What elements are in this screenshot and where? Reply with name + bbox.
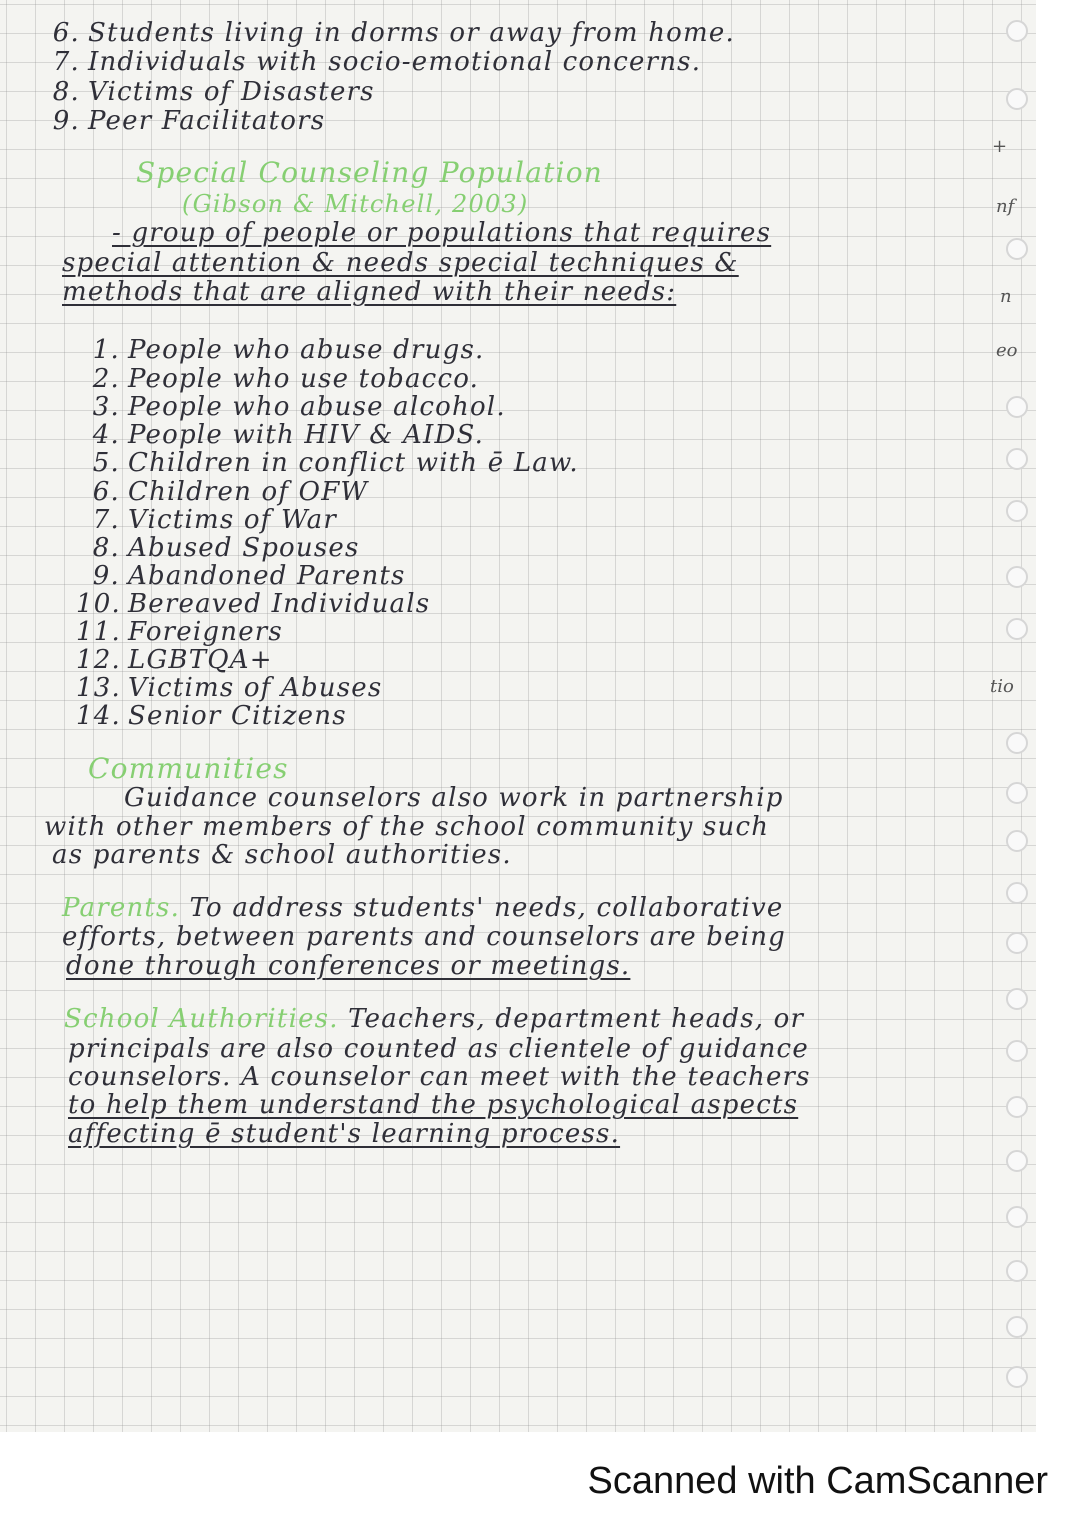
binding-ring-icon	[1006, 238, 1028, 260]
school-authorities-line: to help them understand the psychological aspects	[68, 1090, 799, 1120]
binding-ring-icon	[1006, 882, 1028, 904]
population-item	[76, 561, 406, 591]
population-item	[76, 673, 382, 703]
binding-ring-icon	[1006, 500, 1028, 522]
section-citation: (Gibson & Mitchell, 2003)	[182, 190, 529, 218]
binding-ring-icon	[1006, 932, 1028, 954]
definition-line: - group of people or populations that requires	[112, 218, 772, 248]
definition-line: special attention & needs special techniques &	[62, 248, 739, 278]
item-number: 13.	[76, 673, 121, 703]
margin-fragment: nf	[996, 196, 1015, 217]
school-authorities-line: Teachers, department heads, or	[348, 1004, 805, 1034]
population-item	[76, 364, 479, 394]
item-number: 11.	[76, 617, 121, 647]
top-list-item	[36, 47, 701, 77]
margin-fragment: eo	[996, 340, 1018, 361]
school-authorities-heading: School Authorities.	[64, 1004, 339, 1034]
item-text: People who abuse alcohol.	[128, 392, 506, 422]
binding-ring-icon	[1006, 782, 1028, 804]
item-number: 7.	[52, 47, 80, 77]
communities-line	[52, 840, 512, 870]
communities-line: Guidance counselors also work in partnership	[124, 783, 784, 813]
communities-line-text: as parents & school authorities.	[52, 840, 512, 870]
item-number: 14.	[76, 701, 121, 731]
margin-fragment: +	[992, 136, 1008, 157]
top-list-item	[36, 106, 325, 136]
population-item	[76, 448, 579, 478]
parents-line: efforts, between parents and counselors are being	[62, 922, 787, 952]
item-text: Foreigners	[128, 617, 283, 647]
binding-ring-icon	[1006, 20, 1028, 42]
population-item	[76, 392, 506, 422]
communities-heading: Communities	[88, 752, 289, 785]
population-item	[76, 701, 347, 731]
item-text: Students living in dorms or away from home.	[88, 18, 735, 48]
population-item	[76, 335, 484, 365]
spiral-binding	[1000, 10, 1036, 1390]
section-title: Special Counseling Population	[136, 156, 603, 189]
binding-ring-icon	[1006, 732, 1028, 754]
definition-line: methods that are aligned with their needs:	[62, 277, 677, 307]
binding-ring-icon	[1006, 1316, 1028, 1338]
population-item	[76, 505, 337, 535]
school-authorities-line: affecting ē student's learning process.	[68, 1119, 621, 1149]
binding-ring-icon	[1006, 396, 1028, 418]
population-item	[76, 477, 368, 507]
item-text: Senior Citizens	[128, 701, 347, 731]
item-text: Children of OFW	[128, 477, 369, 507]
school-authorities-paragraph	[64, 1004, 804, 1034]
school-authorities-line: counselors. A counselor can meet with the teachers	[68, 1062, 811, 1092]
binding-ring-icon	[1006, 830, 1028, 852]
item-number: 4.	[92, 420, 120, 450]
item-text: People with HIV & AIDS.	[128, 420, 485, 450]
item-number: 6.	[52, 18, 80, 48]
population-item	[76, 420, 484, 450]
item-number: 6.	[92, 477, 120, 507]
binding-ring-icon	[1006, 618, 1028, 640]
item-number: 12.	[76, 645, 121, 675]
item-number: 7.	[92, 505, 120, 535]
population-item	[76, 617, 283, 647]
population-item	[76, 589, 430, 619]
parents-line: done through conferences or meetings.	[66, 951, 631, 981]
binding-ring-icon	[1006, 566, 1028, 588]
margin-fragment: tio	[990, 676, 1014, 697]
item-number: 10.	[76, 589, 121, 619]
population-item	[76, 645, 273, 675]
item-text: People who abuse drugs.	[128, 335, 485, 365]
item-number: 8.	[52, 77, 80, 107]
binding-ring-icon	[1006, 1150, 1028, 1172]
item-number: 8.	[92, 533, 120, 563]
item-number: 5.	[92, 448, 120, 478]
item-number: 3.	[92, 392, 120, 422]
top-list-item	[36, 77, 375, 107]
binding-ring-icon	[1006, 88, 1028, 110]
item-text: Bereaved Individuals	[128, 589, 431, 619]
item-text: Victims of Abuses	[128, 673, 383, 703]
item-number: 9.	[92, 561, 120, 591]
parents-paragraph	[62, 893, 783, 923]
item-number: 1.	[92, 335, 120, 365]
binding-ring-icon	[1006, 988, 1028, 1010]
population-item	[76, 533, 360, 563]
parents-heading: Parents.	[62, 893, 181, 923]
item-text: Victims of Disasters	[88, 77, 375, 107]
item-text: Abandoned Parents	[128, 561, 406, 591]
item-text: LGBTQA+	[128, 645, 273, 675]
scanner-watermark: Scanned with CamScanner	[587, 1460, 1048, 1502]
item-text: Victims of War	[128, 505, 337, 535]
item-number: 2.	[92, 364, 120, 394]
item-text: Children in conflict with ē Law.	[128, 448, 579, 478]
binding-ring-icon	[1006, 1096, 1028, 1118]
item-number: 9.	[52, 106, 80, 136]
communities-line: with other members of the school community such	[44, 812, 770, 842]
top-list-item	[36, 18, 735, 48]
binding-ring-icon	[1006, 1260, 1028, 1282]
item-text: Individuals with socio-emotional concerns.	[88, 47, 702, 77]
school-authorities-line: principals are also counted as clientele of guidance	[68, 1034, 809, 1064]
item-text: People who use tobacco.	[128, 364, 480, 394]
binding-ring-icon	[1006, 1040, 1028, 1062]
binding-ring-icon	[1006, 1206, 1028, 1228]
item-text: Peer Facilitators	[88, 106, 326, 136]
item-text: Abused Spouses	[128, 533, 360, 563]
parents-line: To address students' needs, collaborative	[189, 893, 784, 923]
binding-ring-icon	[1006, 1366, 1028, 1388]
margin-fragment: n	[1000, 286, 1012, 307]
binding-ring-icon	[1006, 448, 1028, 470]
